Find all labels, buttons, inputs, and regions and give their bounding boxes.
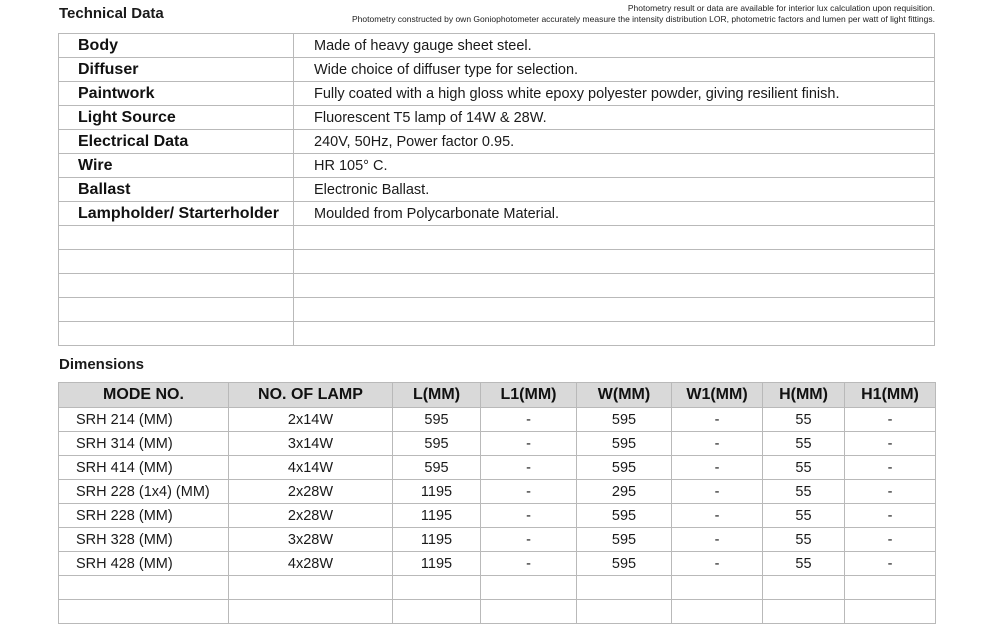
dimensions-cell bbox=[577, 600, 672, 624]
tech-key: Ballast bbox=[59, 178, 294, 202]
tech-row bbox=[59, 322, 935, 346]
dimensions-row bbox=[59, 432, 936, 456]
dimensions-cell: 3x28W bbox=[229, 528, 393, 552]
dimensions-header-cell: L(MM) bbox=[393, 383, 481, 408]
dimensions-cell: 595 bbox=[577, 552, 672, 576]
dimensions-cell: 4x14W bbox=[229, 456, 393, 480]
dimensions-cell bbox=[845, 576, 936, 600]
tech-row bbox=[59, 82, 935, 106]
dimensions-cell: - bbox=[481, 528, 577, 552]
dimensions-cell: 595 bbox=[393, 408, 481, 432]
dimensions-cell: - bbox=[672, 480, 763, 504]
tech-row bbox=[59, 178, 935, 202]
dimensions-cell: 55 bbox=[763, 456, 845, 480]
tech-value: Made of heavy gauge sheet steel. bbox=[294, 34, 935, 58]
tech-key bbox=[59, 226, 294, 250]
dimensions-cell: - bbox=[481, 552, 577, 576]
dimensions-cell: 2x28W bbox=[229, 480, 393, 504]
dimensions-table bbox=[58, 382, 936, 624]
tech-value bbox=[294, 298, 935, 322]
tech-key: Wire bbox=[59, 154, 294, 178]
tech-key: Body bbox=[59, 34, 294, 58]
dimensions-cell bbox=[481, 600, 577, 624]
technical-data-title: Technical Data bbox=[59, 5, 164, 22]
dimensions-cell bbox=[393, 600, 481, 624]
dimensions-header-cell: MODE NO. bbox=[59, 383, 229, 408]
dimensions-cell: - bbox=[672, 504, 763, 528]
dimensions-row bbox=[59, 504, 936, 528]
dimensions-cell: - bbox=[845, 480, 936, 504]
dimensions-cell: - bbox=[672, 552, 763, 576]
dimensions-cell: - bbox=[672, 528, 763, 552]
dimensions-cell: SRH 414 (MM) bbox=[59, 456, 229, 480]
tech-value: Electronic Ballast. bbox=[294, 178, 935, 202]
tech-key bbox=[59, 274, 294, 298]
dimensions-row bbox=[59, 528, 936, 552]
dimensions-cell: SRH 228 (1x4) (MM) bbox=[59, 480, 229, 504]
dimensions-header-cell: H(MM) bbox=[763, 383, 845, 408]
dimensions-cell bbox=[763, 600, 845, 624]
tech-key bbox=[59, 298, 294, 322]
photometry-notes bbox=[352, 3, 935, 24]
tech-row bbox=[59, 106, 935, 130]
tech-value: 240V, 50Hz, Power factor 0.95. bbox=[294, 130, 935, 154]
dimensions-row bbox=[59, 456, 936, 480]
dimensions-cell: 1195 bbox=[393, 552, 481, 576]
dimensions-cell: 595 bbox=[577, 432, 672, 456]
dimensions-cell: 595 bbox=[577, 408, 672, 432]
dimensions-cell: - bbox=[481, 432, 577, 456]
dimensions-cell bbox=[59, 576, 229, 600]
tech-key: Paintwork bbox=[59, 82, 294, 106]
dimensions-cell: - bbox=[845, 552, 936, 576]
tech-key: Light Source bbox=[59, 106, 294, 130]
dimensions-cell: 55 bbox=[763, 432, 845, 456]
dimensions-cell: - bbox=[672, 456, 763, 480]
dimensions-cell: 1195 bbox=[393, 480, 481, 504]
tech-row bbox=[59, 58, 935, 82]
dimensions-cell: SRH 228 (MM) bbox=[59, 504, 229, 528]
technical-data-table bbox=[58, 33, 935, 346]
dimensions-cell: 55 bbox=[763, 504, 845, 528]
dimensions-cell: - bbox=[845, 432, 936, 456]
dimensions-cell bbox=[481, 576, 577, 600]
dimensions-cell: - bbox=[481, 456, 577, 480]
dimensions-row bbox=[59, 600, 936, 624]
dimensions-row bbox=[59, 552, 936, 576]
dimensions-cell: 2x28W bbox=[229, 504, 393, 528]
dimensions-cell: - bbox=[672, 408, 763, 432]
dimensions-cell: - bbox=[481, 408, 577, 432]
dimensions-cell: SRH 328 (MM) bbox=[59, 528, 229, 552]
dimensions-cell: 1195 bbox=[393, 528, 481, 552]
dimensions-cell: - bbox=[481, 480, 577, 504]
dimensions-cell: 55 bbox=[763, 552, 845, 576]
tech-row bbox=[59, 274, 935, 298]
dimensions-cell: - bbox=[845, 456, 936, 480]
tech-value: Moulded from Polycarbonate Material. bbox=[294, 202, 935, 226]
tech-value: Fully coated with a high gloss white epoxy polyester powder, giving resilient finish. bbox=[294, 82, 935, 106]
tech-key bbox=[59, 322, 294, 346]
dimensions-row bbox=[59, 480, 936, 504]
dimensions-cell: 595 bbox=[577, 504, 672, 528]
dimensions-header-cell: W(MM) bbox=[577, 383, 672, 408]
dimensions-cell: 595 bbox=[393, 456, 481, 480]
dimensions-cell: 3x14W bbox=[229, 432, 393, 456]
dimensions-cell: - bbox=[845, 528, 936, 552]
tech-value bbox=[294, 322, 935, 346]
dimensions-cell: 55 bbox=[763, 528, 845, 552]
tech-row bbox=[59, 298, 935, 322]
dimensions-cell bbox=[393, 576, 481, 600]
tech-row bbox=[59, 202, 935, 226]
tech-value: Wide choice of diffuser type for selection. bbox=[294, 58, 935, 82]
dimensions-header-row bbox=[59, 383, 936, 408]
tech-value bbox=[294, 226, 935, 250]
dimensions-cell: 1195 bbox=[393, 504, 481, 528]
tech-row bbox=[59, 130, 935, 154]
tech-row bbox=[59, 154, 935, 178]
dimensions-cell: 595 bbox=[577, 528, 672, 552]
tech-key bbox=[59, 250, 294, 274]
dimensions-cell bbox=[672, 600, 763, 624]
dimensions-cell bbox=[763, 576, 845, 600]
tech-value bbox=[294, 274, 935, 298]
dimensions-row bbox=[59, 408, 936, 432]
tech-value: HR 105° C. bbox=[294, 154, 935, 178]
dimensions-cell: - bbox=[481, 504, 577, 528]
dimensions-header-cell: L1(MM) bbox=[481, 383, 577, 408]
dimensions-cell bbox=[229, 600, 393, 624]
dimensions-cell: 595 bbox=[577, 456, 672, 480]
tech-key: Lampholder/ Starterholder bbox=[59, 202, 294, 226]
dimensions-cell bbox=[59, 600, 229, 624]
dimensions-cell: SRH 428 (MM) bbox=[59, 552, 229, 576]
dimensions-cell: 55 bbox=[763, 408, 845, 432]
photometry-note-1: Photometry result or data are available for interior lux calculation upon requisition. bbox=[627, 3, 935, 13]
dimensions-cell: - bbox=[845, 408, 936, 432]
dimensions-cell: 55 bbox=[763, 480, 845, 504]
dimensions-cell bbox=[845, 600, 936, 624]
dimensions-header-cell: NO. OF LAMP bbox=[229, 383, 393, 408]
dimensions-cell: - bbox=[845, 504, 936, 528]
tech-row bbox=[59, 34, 935, 58]
tech-key: Diffuser bbox=[59, 58, 294, 82]
dimensions-header-cell: H1(MM) bbox=[845, 383, 936, 408]
tech-row bbox=[59, 226, 935, 250]
dimensions-row bbox=[59, 576, 936, 600]
tech-row bbox=[59, 250, 935, 274]
tech-key: Electrical Data bbox=[59, 130, 294, 154]
dimensions-cell: 2x14W bbox=[229, 408, 393, 432]
photometry-note-2: Photometry constructed by own Goniophotometer accurately measure the intensity distribution LOR, photometric factors and lumen per watt of light fittings. bbox=[351, 13, 935, 24]
dimensions-cell bbox=[577, 576, 672, 600]
dimensions-cell: 595 bbox=[393, 432, 481, 456]
dimensions-cell: SRH 314 (MM) bbox=[59, 432, 229, 456]
tech-value: Fluorescent T5 lamp of 14W & 28W. bbox=[294, 106, 935, 130]
dimensions-cell bbox=[672, 576, 763, 600]
dimensions-cell: 4x28W bbox=[229, 552, 393, 576]
dimensions-cell bbox=[229, 576, 393, 600]
dimensions-cell: - bbox=[672, 432, 763, 456]
dimensions-cell: SRH 214 (MM) bbox=[59, 408, 229, 432]
tech-value bbox=[294, 250, 935, 274]
dimensions-header-cell: W1(MM) bbox=[672, 383, 763, 408]
dimensions-title: Dimensions bbox=[59, 356, 145, 373]
dimensions-cell: 295 bbox=[577, 480, 672, 504]
